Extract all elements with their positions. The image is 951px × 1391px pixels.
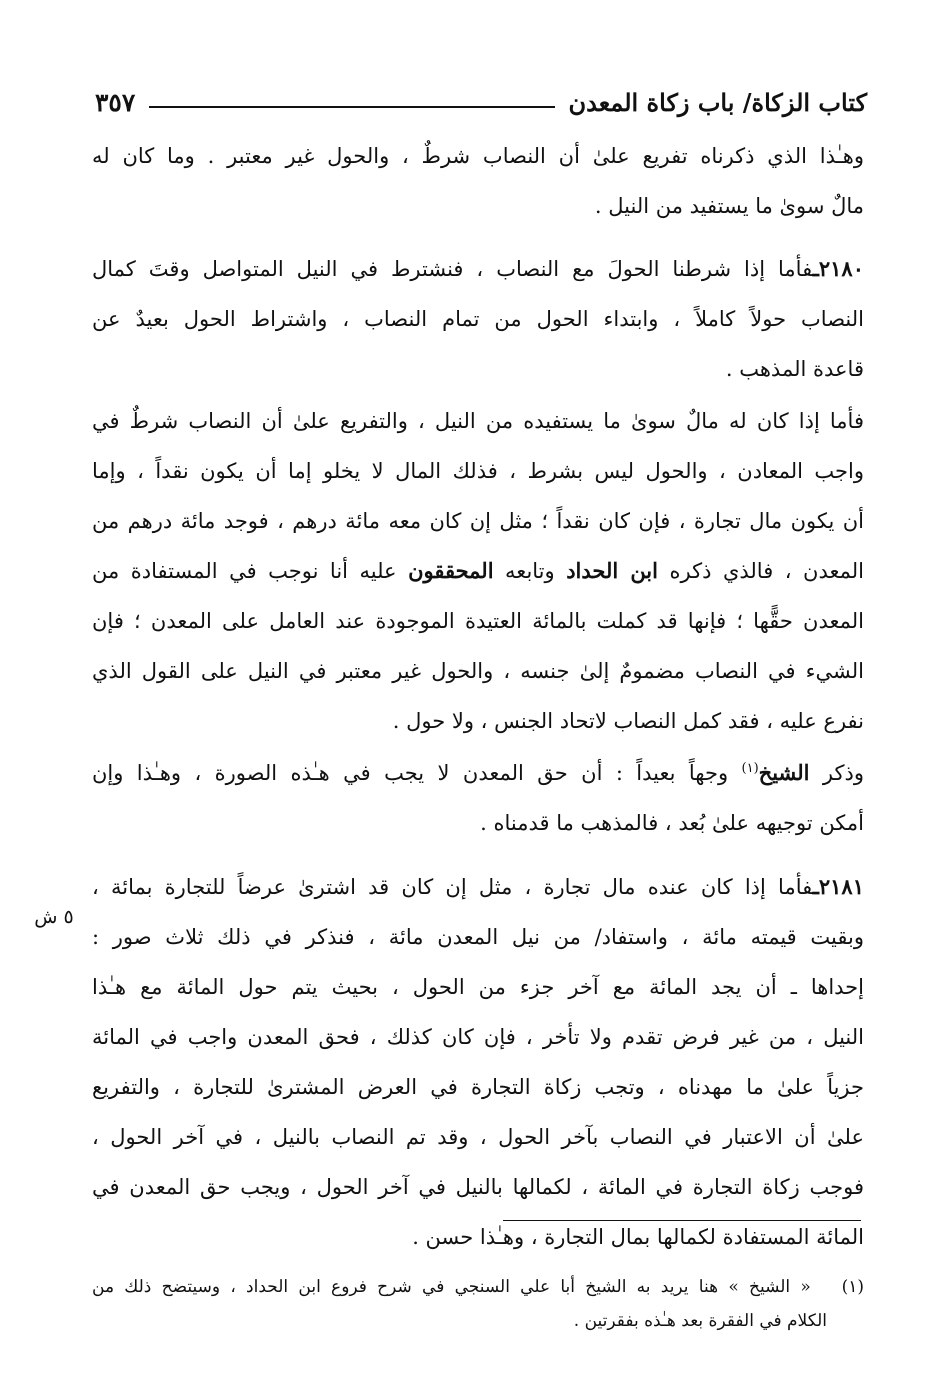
text-line: نفرع عليه ، فقد كمل النصاب لاتحاد الجنس ، ولا حول . [392, 709, 864, 733]
text-line: المعدن حقًّها ؛ فإنها قد كملت بالمائة العتيدة الموجودة عند العامل على المعدن ؛ فإن [92, 609, 864, 633]
text-line: وهـٰذا الذي ذكرناه تفريع علىٰ أن النصاب شرطٌ ، والحول غير معتبر . وما كان له [92, 144, 864, 168]
footnote-marker: (١) [841, 1277, 864, 1297]
header-title: كتاب الزكاة/ باب زكاة المعدن [568, 87, 867, 117]
text-line: النصاب حولاً كاملاً ، وابتداء الحول من تمام النصاب ، واشتراط الحول بعيدٌ عن [92, 307, 864, 331]
text-line: وبقيت قيمته مائة ، واستفاد/ من نيل المعدن مائة ، فنذكر في ذلك ثلاث صور : [92, 925, 864, 949]
text-line: ٢١٨٠ـفأما إذا شرطنا الحولَ مع النصاب ، فنشترط في النيل المتواصل وقتَ كمال [92, 256, 864, 281]
text-line: وذكر الشيخ$^{(١)}$ وجهاً بعيداً : أن حق المعدن لا يجب في هـٰذه الصورة ، وهـٰذا وإن [92, 760, 864, 785]
text-line: المعدن ، فالذي ذكره ابن الحداد وتابعه المحققون عليه أنا نوجب في المستفادة من [92, 558, 864, 583]
paragraph-number: ٢١٨١ـ [812, 874, 864, 899]
text-line: فوجب زكاة التجارة في المائة ، لكمالها بالنيل في آخر الحول ، ويجب حق المعدن في [92, 1175, 864, 1199]
text-line: النيل ، من غير فرض تقدم ولا تأخر ، فإن كان كذلك ، فحق المعدن واجب في المائة [92, 1025, 864, 1049]
running-header [95, 78, 867, 126]
paragraph-number: ٢١٨٠ـ [812, 256, 864, 281]
footnote-rule [503, 1220, 861, 1221]
text-line: قاعدة المذهب . [725, 357, 864, 381]
footnote-reference[interactable]: (١) [741, 761, 759, 776]
bold-term: المحققون [408, 558, 494, 583]
footnote-line: (١) « الشيخ » هنا يريد به الشيخ أبا علي السنجي في شرح فروع ابن الحداد ، وسيتضح ذلك من [92, 1277, 864, 1297]
text-line: مالٌ سوىٰ ما يستفيد من النيل . [594, 194, 864, 218]
text-line: فأما إذا كان له مالٌ سوىٰ ما يستفيده من النيل ، والتفريع علىٰ أن النصاب شرطٌ في [92, 409, 864, 433]
text-line: الشيء في النصاب مضمومٌ إلىٰ جنسه ، والحول غير معتبر في النيل على القول الذي [92, 659, 864, 683]
text-line: جزياً علىٰ ما مهدناه ، وتجب زكاة التجارة في العرض المشترىٰ للتجارة ، والتفريع [92, 1075, 864, 1099]
header-rule [149, 106, 554, 108]
text-line: إحداها ـ أن يجد المائة مع آخر جزء من الحول ، بحيث يتم حول المائة مع هـٰذا [92, 975, 864, 999]
text-line: المائة المستفادة لكمالها بمال التجارة ، وهـٰذا حسن . [412, 1225, 864, 1249]
bold-term: ابن الحداد [566, 558, 658, 583]
text-line: واجب المعادن ، والحول ليس بشرط ، فذلك المال لا يخلو إما أن يكون نقداً ، وإما [92, 459, 864, 483]
footnote-line: الكلام في الفقرة بعد هـٰذه بفقرتين . [573, 1311, 827, 1331]
text-line: ٢١٨١ـفأما إذا كان عنده مال تجارة ، مثل إن كان قد اشترىٰ عرضاً للتجارة بمائة ، [92, 874, 864, 899]
text-line: أمكن توجيهه علىٰ بُعد ، فالمذهب ما قدمناه . [480, 811, 864, 835]
bold-term: الشيخ [758, 760, 810, 785]
page-number: ٣٥٧ [95, 87, 136, 117]
text-line: علىٰ أن الاعتبار في النصاب بآخر الحول ، وقد تم النصاب بالنيل ، في آخر الحول ، [92, 1125, 864, 1149]
margin-note: ٥ ش [34, 906, 74, 928]
text-line: أن يكون مال تجارة ، فإن كان نقداً ؛ مثل إن كان معه مائة درهم ، فوجد مائة درهم من [92, 509, 864, 533]
